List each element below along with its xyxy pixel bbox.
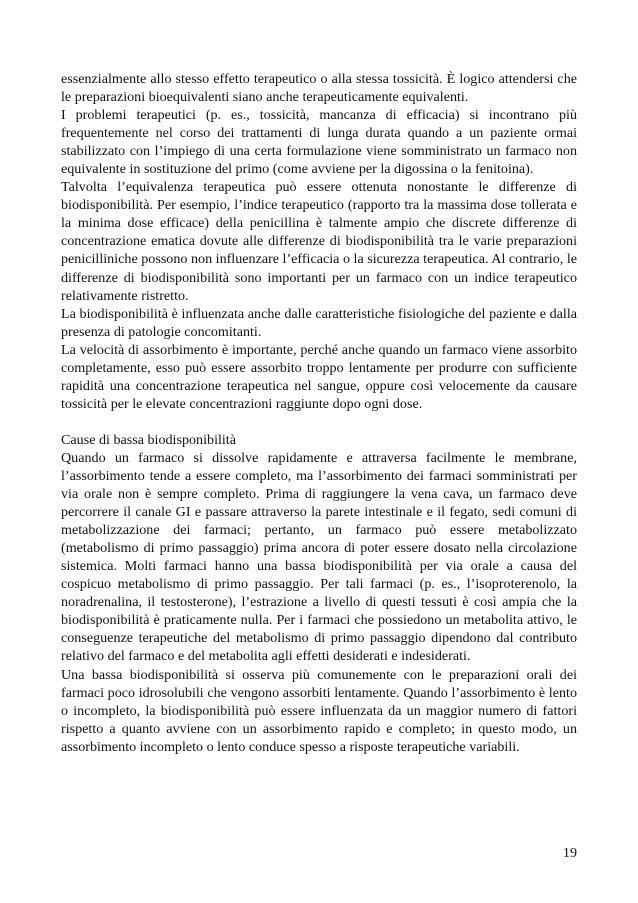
paragraph-first-pass-metabolism: Quando un farmaco si dissolve rapidamente e attraversa facilmente le membrane, l’assorbimento tende a essere completo, ma l’assorbimento dei farmaci somministrati per via orale non è sempre completo. Prima di raggiungere la vena cava, un farmaco deve percorrere il canale GI e passare attraverso la parete intestinale e il fegato, sedi comuni di metabolizzazione dei farmaci; pertanto, un farmaco può essere metabolizzato (metabolismo di primo passaggio) prima ancora di poter essere dosato nella circolazione sistemica. Molti farmaci hanno una bassa biodisponibilità per via orale a causa del cospicuo metabolismo di primo passaggio. Per tali farmaci (p. es., l’isoproterenolo, la noradrenalina, il testosterone), l’estrazione a livello di questi tessuti è così ampia che la biodisponibilità è praticamente nulla. Per i farmaci che possiedono un metabolita attivo, le conseguenze terapeutiche del metabolismo di primo passaggio dipendono dal contributo relativo del farmaco e del metabolita agli effetti desiderati e indesiderati. (61, 449, 577, 665)
page-body (61, 70, 577, 756)
paragraph-low-bioavailability: Una bassa biodisponibilità si osserva più comunemente con le preparazioni orali dei farmaci poco idrosolubili che vengono assorbiti lentamente. Quando l’assorbimento è lento o incompleto, la biodisponibilità può essere influenzata da un maggior numero di fattori rispetto a quanto avviene con un assorbimento rapido e completo; in questo modo, un assorbimento incompleto o lento conduce spesso a risposte terapeutiche variabili. (61, 666, 577, 755)
paragraph-therapeutic-problems: I problemi terapeutici (p. es., tossicità, mancanza di efficacia) si incontrano più frequentemente nel corso dei trattamenti di lunga durata quando a un paziente ormai stabilizzato con l’impiego di una certa formulazione viene somministrato un farmaco non equivalente in sostituzione del primo (come avviene per la digossina o la fenitoina). (61, 107, 577, 178)
paragraph-bioequivalence: essenzialmente allo stesso effetto terapeutico o alla stessa tossicità. È logico attendersi che le preparazioni bioequivalenti siano anche terapeuticamente equivalenti. (61, 71, 577, 106)
paragraph-patient-factors: La biodisponibilità è influenzata anche dalle caratteristiche fisiologiche del paziente e dalla presenza di patologie concomitanti. (61, 305, 577, 340)
paragraph-therapeutic-equivalence: Talvolta l’equivalenza terapeutica può essere ottenuta nonostante le differenze di biodisponibilità. Per esempio, l’indice terapeutico (rapporto tra la massima dose tollerata e la minima dose efficace) della penicillina è talmente ampio che discrete differenze di concentrazione ematica dovute alle differenze di biodisponibilità tra le varie preparazioni penicilliniche possono non influenzare l’efficacia o la sicurezza terapeutica. Al contrario, le differenze di biodisponibilità sono importanti per un farmaco con un indice terapeutico relativamente ristretto. (61, 179, 577, 304)
page-number: 19 (562, 845, 577, 861)
paragraph-absorption-rate: La velocità di assorbimento è importante, perché anche quando un farmaco viene assorbito completamente, esso può essere assorbito troppo lentamente per produrre con sufficiente rapidità una concentrazione terapeutica nel sangue, oppure così velocemente da causare tossicità per le elevate concentrazioni raggiunte dopo ogni dose. (61, 341, 577, 412)
section-heading: Cause di bassa biodisponibilità (61, 431, 236, 448)
